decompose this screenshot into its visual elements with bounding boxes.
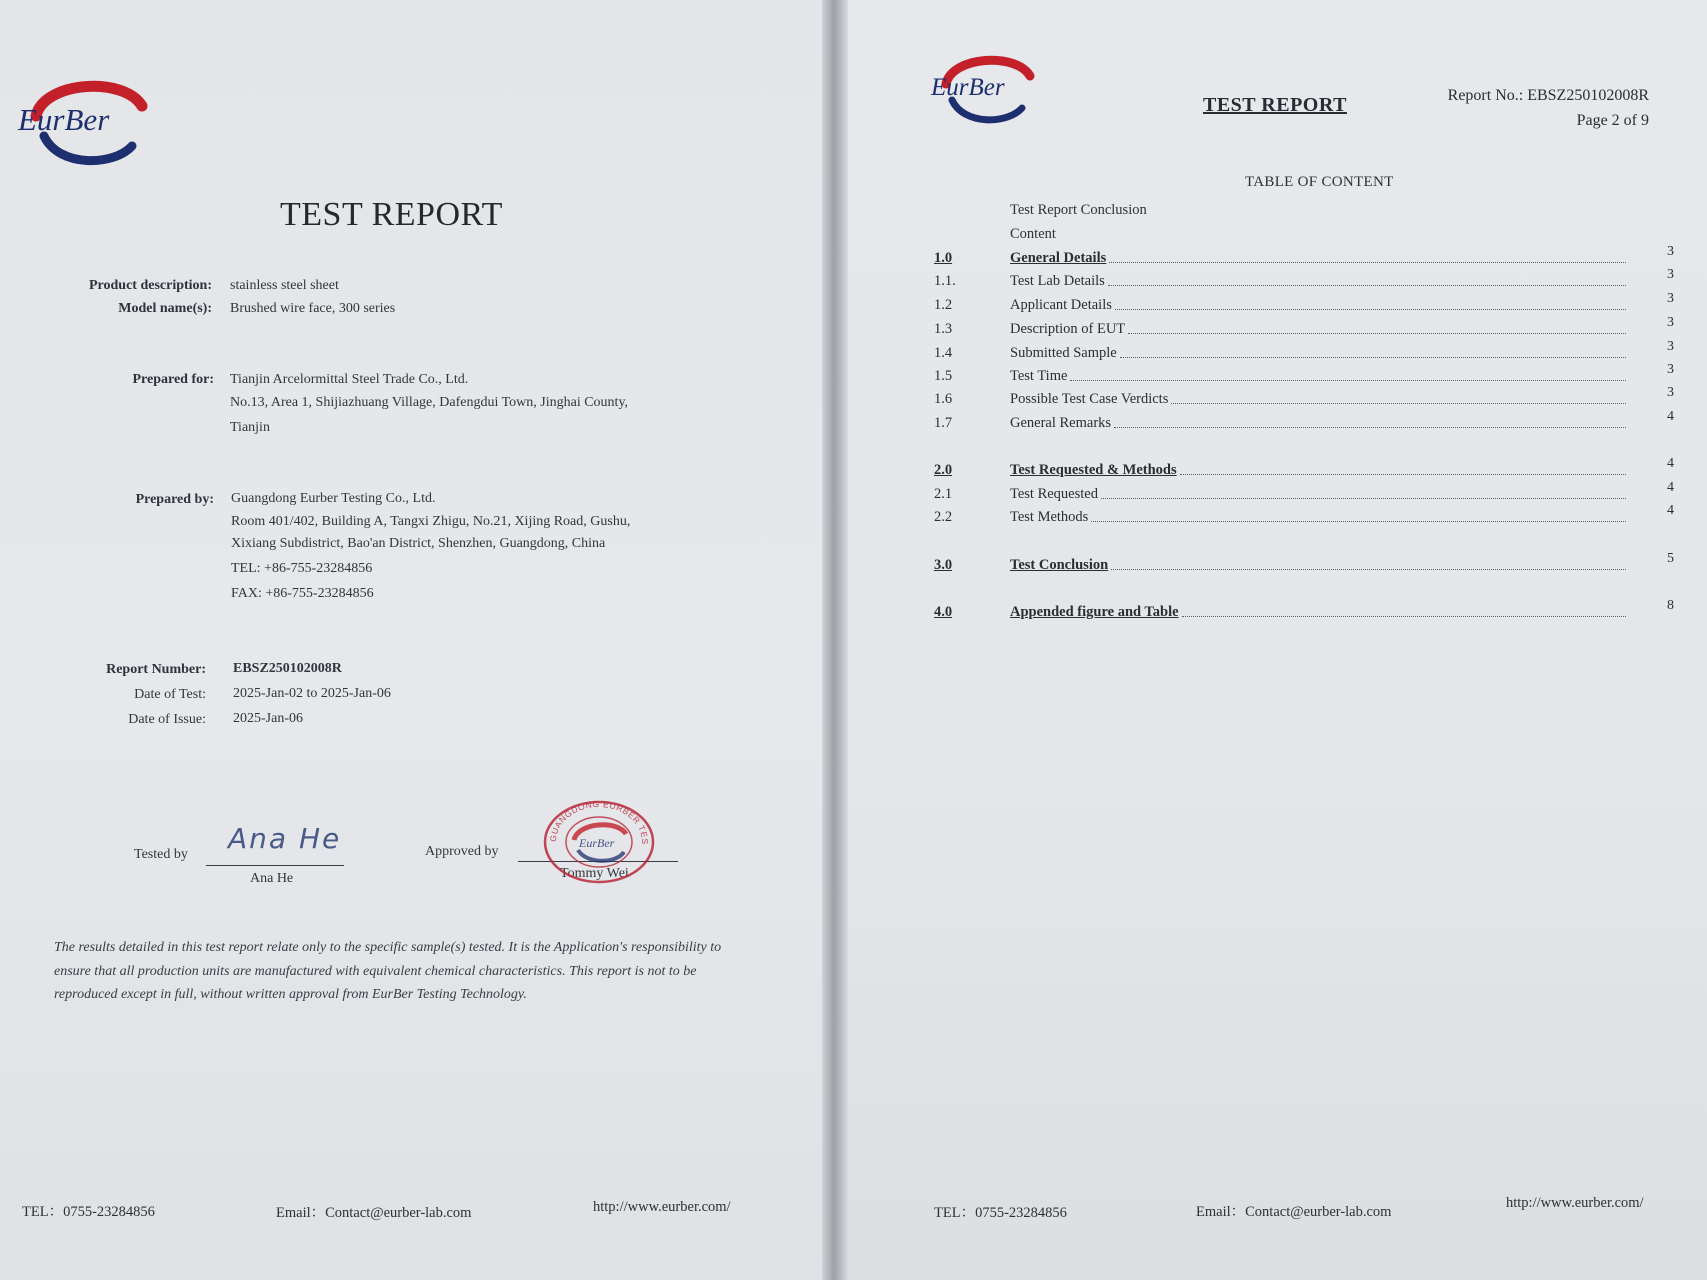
prepared-by-line: Xixiang Subdistrict, Bao'an District, Shenzhen, Guangdong, China (231, 536, 606, 551)
toc-leader-dots (1111, 569, 1626, 570)
footer-email: Email：Contact@eurber-lab.com (276, 1205, 472, 1221)
toc-leader-dots (1091, 521, 1626, 522)
footer-email: Email：Contact@eurber-lab.com (1196, 1204, 1392, 1220)
disclaimer-text: The results detailed in this test report relate only to the specific sample(s) tested. It is the Application's responsibility to ensure that all production units are manufactured with equivalent chemical characteristics. This report is not to be reproduced except in full, without written approval from EurBer Testing Technology. (54, 940, 722, 1002)
toc-entry[interactable] (934, 385, 1674, 411)
toc-entry-page: 4 (1667, 409, 1674, 424)
toc-entry[interactable] (934, 362, 1674, 388)
toc-leader-dots (1114, 427, 1626, 428)
toc-entry-number: 1.1. (934, 273, 956, 289)
model-name-label: Model name(s): (118, 301, 212, 316)
toc-leader-dots (1180, 474, 1626, 475)
footer-url[interactable]: http://www.eurber.com/ (1506, 1195, 1644, 1211)
toc-entry-page: 3 (1667, 244, 1674, 259)
date-of-test-value: 2025-Jan-02 to 2025-Jan-06 (233, 686, 391, 701)
toc-title: TABLE OF CONTENT (1245, 174, 1394, 190)
toc-entry-title: Possible Test Case Verdicts (1010, 391, 1169, 407)
toc-entry[interactable] (934, 291, 1674, 317)
model-name-value: Brushed wire face, 300 series (230, 301, 396, 316)
product-description-value: stainless steel sheet (230, 278, 339, 293)
prepared-for-line: Tianjin Arcelormittal Steel Trade Co., Ltd. (230, 372, 469, 387)
toc-entry-page: 3 (1667, 267, 1674, 282)
svg-text:EurBer: EurBer (931, 74, 1005, 101)
toc-entry[interactable] (934, 503, 1674, 529)
toc-entry-title: Test Time (1010, 368, 1068, 384)
toc-leader-dots (1108, 285, 1626, 286)
toc-entry-page: 3 (1667, 315, 1674, 330)
footer-tel: TEL：0755-23284856 (22, 1204, 155, 1220)
toc-entry-title: Test Methods (1010, 509, 1089, 525)
toc-leader-dots (1128, 333, 1626, 334)
header-report-info (1429, 83, 1649, 133)
toc-entry[interactable] (934, 551, 1674, 577)
toc-entry-title: Test Conclusion (1010, 557, 1109, 573)
tester-signature: Ana He (228, 822, 342, 855)
toc-entry[interactable] (934, 456, 1674, 482)
eurber-logo (14, 76, 154, 166)
toc-leader-dots (1115, 309, 1626, 310)
toc-entry-title: Test Lab Details (1010, 273, 1105, 289)
approved-by-label: Approved by (425, 844, 499, 859)
prepared-for-line: Tianjin (230, 420, 270, 435)
toc-leader-dots (1171, 403, 1626, 404)
toc-entry-page: 4 (1667, 456, 1674, 471)
toc-entry-page: 4 (1667, 480, 1674, 495)
tested-by-signature-line (206, 865, 344, 866)
tested-by-label: Tested by (134, 847, 188, 862)
prepared-for-label: Prepared for: (132, 372, 214, 387)
toc-entry-page: 5 (1667, 551, 1674, 566)
toc-leader-dots (1070, 380, 1626, 381)
page-indicator: Page 2 of 9 (1576, 112, 1649, 129)
toc-entry-title: General Details (1010, 250, 1107, 266)
tester-name: Ana He (250, 871, 294, 886)
toc-entry-page: 3 (1667, 339, 1674, 354)
prepared-by-line: Guangdong Eurber Testing Co., Ltd. (231, 491, 436, 506)
date-of-issue-value: 2025-Jan-06 (233, 711, 303, 726)
header-title: TEST REPORT (1203, 94, 1347, 116)
prepared-by-line: FAX: +86-755-23284856 (231, 586, 374, 601)
toc-entry-title: Applicant Details (1010, 297, 1112, 313)
toc-entry[interactable] (934, 339, 1674, 365)
toc-entry-page: 3 (1667, 291, 1674, 306)
toc-entry-number: 1.2 (934, 297, 953, 313)
cover-title: TEST REPORT (280, 196, 503, 233)
svg-text:EurBer: EurBer (18, 102, 110, 137)
toc-entry-page: 8 (1667, 598, 1674, 613)
toc-entry-title: Test Requested & Methods (1010, 462, 1177, 478)
toc-entry[interactable] (934, 409, 1674, 435)
toc-entry-number: 1.7 (934, 415, 953, 431)
toc-intro-conclusion: Test Report Conclusion (1010, 202, 1147, 218)
date-of-issue-label: Date of Issue: (128, 712, 206, 727)
date-of-test-label: Date of Test: (134, 687, 206, 702)
toc-entry-title: Description of EUT (1010, 321, 1126, 337)
prepared-by-line: Room 401/402, Building A, Tangxi Zhigu, No.21, Xijing Road, Gushu, (231, 514, 631, 529)
report-number-value: EBSZ250102008R (233, 661, 342, 676)
toc-entry-title: Appended figure and Table (1010, 604, 1179, 620)
toc-leader-dots (1182, 616, 1626, 617)
toc-entry[interactable] (934, 267, 1674, 293)
toc-entry-number: 1.0 (934, 250, 953, 266)
report-cover-page (0, 0, 822, 1280)
report-number-label: Report Number: (106, 662, 206, 677)
toc-leader-dots (1120, 357, 1626, 358)
toc-leader-dots (1101, 498, 1626, 499)
eurber-logo (928, 52, 1038, 124)
prepared-by-line: TEL: +86-755-23284856 (231, 561, 373, 576)
product-description-label: Product description: (88, 278, 212, 293)
approver-name: Tommy Wei (560, 866, 629, 881)
toc-entry-page: 3 (1667, 385, 1674, 400)
toc-entry-number: 1.5 (934, 368, 953, 384)
binder-spine (822, 0, 848, 1280)
toc-entry-number: 4.0 (934, 604, 953, 620)
footer-tel: TEL：0755-23284856 (934, 1205, 1067, 1221)
toc-entry-number: 3.0 (934, 557, 953, 573)
table-of-contents-page (848, 0, 1707, 1280)
toc-entry-title: General Remarks (1010, 415, 1112, 431)
toc-entry-page: 4 (1667, 503, 1674, 518)
toc-entry-number: 2.0 (934, 462, 953, 478)
toc-entry-number: 1.6 (934, 391, 953, 407)
toc-entry[interactable] (934, 598, 1674, 624)
toc-entry[interactable] (934, 315, 1674, 341)
company-seal-stamp (540, 798, 658, 889)
toc-entry-number: 2.2 (934, 509, 953, 525)
toc-leader-dots (1109, 262, 1626, 263)
toc-entry-title: Test Requested (1010, 486, 1098, 502)
toc-intro-content: Content (1010, 226, 1056, 242)
toc-entry[interactable] (934, 244, 1674, 270)
toc-entry-number: 1.4 (934, 345, 953, 361)
toc-entry-page: 3 (1667, 362, 1674, 377)
svg-text:EurBer: EurBer (579, 836, 615, 850)
svg-text:GUANGDONG EURBER TESTING CO.,L: GUANGDONG EURBER TES (547, 798, 651, 845)
prepared-for-line: No.13, Area 1, Shijiazhuang Village, Dafengdui Town, Jinghai County, (230, 395, 629, 410)
prepared-by-label: Prepared by: (135, 492, 214, 507)
toc-entry-number: 1.3 (934, 321, 953, 337)
footer-url[interactable]: http://www.eurber.com/ (593, 1199, 731, 1215)
toc-entry[interactable] (934, 480, 1674, 506)
toc-entry-title: Submitted Sample (1010, 345, 1117, 361)
toc-entry-number: 2.1 (934, 486, 953, 502)
report-number: Report No.: EBSZ250102008R (1447, 87, 1649, 104)
